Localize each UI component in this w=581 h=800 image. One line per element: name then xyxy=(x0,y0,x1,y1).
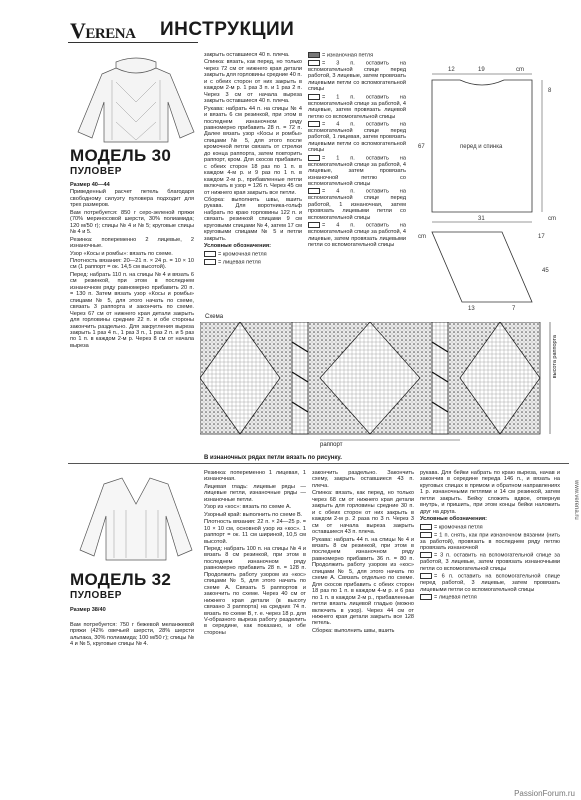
header-rule xyxy=(68,42,198,43)
m30-text: Приведенный расчет петель благодаря свободному силуэту пуловера подходит для трех размеров. xyxy=(70,189,194,209)
model-30-col3 xyxy=(308,52,406,250)
cable-icon xyxy=(308,155,320,161)
cable-icon xyxy=(308,121,320,127)
m30-text: Перед: набрать 110 п. на спицы № 4 и вязать 6 см резинкой, при этом в последнем изнаночном ряду равномерно прибавить 20 п. = 130 п. Затем вязать узор «Косы и ромбы» спицами № 5, для этого начать по схеме, связать 3 раппорта и закончить по схеме. Через 67 см от нижнего края детали закрыть для горловины средние 22 п. и обе стороны закончить раздельно. Для закругления выреза закрыть 1 раз 4 п., 1 раз 3 п., 1 раз 2 п. и 5 раз по 1 п. в каждом 2-м р. Через 8 см от начала выреза xyxy=(70,271,194,349)
m32-text: Узорный край: выполнить по схеме В. xyxy=(204,511,303,518)
m32-legend: = лицевая петля xyxy=(420,594,560,601)
knit-stitch-icon xyxy=(204,259,216,265)
m30-text: Узор «Косы и ромбы»: вязать по схеме. xyxy=(70,250,173,257)
cable-icon xyxy=(308,94,320,100)
m30-text: закрыть оставшиеся 40 п. плеча. xyxy=(204,52,290,58)
schematic-label: 31 xyxy=(478,216,485,222)
model-32-col1 xyxy=(70,622,194,649)
m32-text: Лицевая гладь: лицевые ряды — лицевые петли, изнаночные ряды — изнаночные петли. xyxy=(204,483,306,503)
schematic-label: 12 xyxy=(448,67,455,73)
m32-legend: = 3 п. оставить на вспомогательной спице за работой, 3 лицевые, затем провязать изнаночными петли со вспомогательной спицы xyxy=(420,552,560,572)
m30-text: Вам потребуется: 850 г серо-зеленой пряжи (70% мериносовой шерсти, 30% полиамида; 120 м/50 г); спицы № 4 и № 5; круговые спицы № 4 и 5. xyxy=(70,209,194,236)
m32-legend: = 6 п. оставить на вспомогательной спице перед работой, 3 лицевые, затем провязать лицевыми петли со вспомогательной спицы xyxy=(420,573,560,593)
m32-text: Сборка: выполнить швы, вшить xyxy=(312,627,395,634)
m30-text: Рукава: набрать 44 п. на спицы № 4 и вязать 6 см резинкой, при этом в последнем изнаночном ряду равномерно прибавить 28 п. = 72 п. Далее вязать узор «Косы и ромбы» спицами № 5, для этого после кромочной петли связать от стрелки до конца раппорта, затем повторить раппорт, кром. Для скосов прибавить с обеих сторон 18 раз по 1 п. в каждом 4-м р. и 9 раз по 1 п. в каждом 2-м р., прибавленные петли включать в узор = 126 п. Через 45 см от нижнего края закрыть все петли. xyxy=(204,105,302,196)
model-30-col2 xyxy=(204,52,302,266)
rapport-label: раппорт xyxy=(320,442,343,448)
m30-size: Размер 40—44 xyxy=(70,182,110,188)
m30-text: Спинка: вязать, как перед, но только через 72 см от нижнего края детали закрыть для горловины средние 40 п. и с обеих сторон от них закрыть в каждом 2-м р. 1 раз 3 п. и 1 раз 2 п. Через 3 см от начала выреза закрыть оставшиеся 40 п. плеча. xyxy=(204,59,302,105)
page-title: ИНСТРУКЦИИ xyxy=(160,19,295,40)
m30-legend: = 3 п. оставить на вспомогательной спице перед работой, 3 лицевые, затем провязать лицевыми петли со вспомогательной спицы xyxy=(308,60,406,93)
edge-stitch-icon xyxy=(204,251,216,257)
schematic-label: 45 xyxy=(542,268,549,274)
model-32-col3 xyxy=(312,470,414,635)
schematic-label: cm xyxy=(418,234,426,240)
sweater-30-illustration xyxy=(72,52,200,144)
m30-legend: = изнаночная петля xyxy=(308,52,406,59)
model-30-col1 xyxy=(70,182,194,350)
cable-icon xyxy=(420,573,432,579)
schematic-label: перед и спинка xyxy=(460,144,503,150)
m32-legend: = 1 п. снять, как при изнаночном вязании (нить за работой), провязать в последнем ряду петлю провязать изнаночной xyxy=(420,532,560,551)
edge-stitch-icon xyxy=(420,524,432,530)
m30-legend: = 4 п. оставить на вспомогательной спице перед работой, 1 лицевая, затем провязать лицевыми петли со вспомогательной спицы xyxy=(308,121,406,154)
schematic-label: cm xyxy=(516,67,524,73)
model-32-col4 xyxy=(420,470,560,602)
knitting-chart xyxy=(200,322,564,450)
m32-text: Перед: набрать 100 п. на спицы № 4 и вязать 8 см резинкой, при этом в последнем изнаночном ряду равномерно прибавить 28 п. = 128 п. Продолжить работу узором из «кос» спицами № 5, для этого начать по схеме А. Связать 5 раппортов и закончить по схеме. Через 40 см от нижнего края детали (в высоту связано 3 раппорта) на средних 74 п. вязать по схеме В, т. е. через 18 р. для V-образного выреза работу разделить в середине, как показано, и обе стороны xyxy=(204,545,306,636)
schematic-label: 19 xyxy=(478,67,485,73)
sweater-32-illustration xyxy=(74,470,198,562)
schematic-label: 17 xyxy=(538,234,545,240)
cable-icon xyxy=(420,552,432,558)
model-30-title: МОДЕЛЬ 30 xyxy=(70,146,172,165)
rapport-height-label: высота раппорта xyxy=(552,335,558,379)
chart-footnote: В изнаночных рядах петли вязать по рисунку. xyxy=(204,455,342,461)
m32-text: Рукава: набрать 44 п. на спицы № 4 и вязать 8 см резинкой, при этом в последнем изнаночном ряду равномерно прибавить 36 п. = 80 п. Продолжить работу узором из «кос» спицами № 5, для этого начать по схеме А. Связать отдельно по схеме. Для скосов прибавить с обеих сторон 18 раз по 1 п. в каждом 4-м р. и 6 раз по 1 п. в каждом 2-м р., прибавленные петли вязать лицевой гладью (можно включить в узор). Через 44 см от нижнего края детали закрыть все 128 петель. xyxy=(312,536,414,627)
sizing-schematic xyxy=(412,62,570,310)
m32-text: закончить раздельно. Закончить схему, закрыть оставшиеся 43 п. плеча. xyxy=(312,470,414,489)
m32-legend-title: Условные обозначения: xyxy=(420,516,488,523)
m30-legend: = кромочная петля xyxy=(204,251,302,258)
knit-stitch-icon xyxy=(420,594,432,600)
m30-legend: = 1 п. оставить на вспомогательной спице за работой, 4 лицевые, затем провязать лицевой петлю со вспомогательной спицы xyxy=(308,94,406,120)
purl-stitch-icon xyxy=(308,52,320,58)
side-mark: www.verena.ru xyxy=(573,480,579,520)
model-32-type: ПУЛОВЕР xyxy=(70,590,122,601)
schematic-label: 7 xyxy=(512,306,516,310)
brand-logo: VERENA xyxy=(70,18,136,43)
m32-text: Резинка: попеременно 1 лицевая, 1 изнаночная. xyxy=(204,470,306,483)
model-32-size: Размер 38/40 xyxy=(70,607,106,613)
m30-text: Сборка: выполнить швы, вшить рукава. Для воротника-гольф набрать по краю горловины 122 п. и связать резинкой спицами 9 см круговыми спицами № 4, затем 17 см круговыми спицами № 5 и петли закрыть. xyxy=(204,196,302,242)
cable-icon xyxy=(308,60,320,66)
model-32-title: МОДЕЛЬ 32 xyxy=(70,570,172,589)
model-30-type: ПУЛОВЕР xyxy=(70,166,122,177)
m32-text: рукава. Для бейки набрать по краю выреза, начав и закончив в середине переда 146 п., и вязать на круговых спицах в прямом и обратном направлениях 1 р. изнаночными петлями и 14 см резинкой, затем петли закрыть. Бейку сложить вдвое, отвернув внутрь, и пришить, при этом концы бейки наложить друг на друга. xyxy=(420,470,560,515)
m32-text: Плотность вязания: 22 п. × 24—25 р. = 10 × 10 см, основной узор из «кос». 1 раппорт = ок. 11 см шириной, 10,5 см высотой. xyxy=(204,519,306,545)
m30-legend: = 1 п. оставить на вспомогательной спице за работой, 4 лицевые, затем провязать изнаночной петлю со вспомогательной спицы xyxy=(308,155,406,188)
watermark: PassionForum.ru xyxy=(514,789,575,798)
schematic-label: cm xyxy=(548,216,556,222)
m32-text: Вам потребуется: 750 г бежевой меланжевой пряжи (42% овечьей шерсти, 28% шерсти альпака, 30% полиамида; 100 м/50 г); спицы № 4 и № 5, круговые спицы № 4. xyxy=(70,622,194,648)
cable-icon xyxy=(308,222,320,228)
m30-legend: = лицевая петля xyxy=(204,259,302,266)
m30-text: Плотность вязания: 20—21 п. × 24 р. = 10 × 10 см (1 раппорт = ок. 14,5 см высотой). xyxy=(70,257,194,271)
model-32-col2 xyxy=(204,470,306,637)
m32-text: Узор из «кос»: вязать по схеме А. xyxy=(204,504,292,511)
m30-legend: = 4 п. оставить на вспомогательной спице перед работой, 1 изнаночная, затем провязать лицевыми петли со вспомогательной спицы xyxy=(308,188,406,221)
m30-legend: = 4 п. оставить на вспомогательной спице за работой, 4 лицевые, затем провязать лицевыми петли со вспомогательной спицы xyxy=(308,222,406,249)
schematic-label: 13 xyxy=(468,306,475,310)
cable-icon xyxy=(308,188,320,194)
m32-legend: = кромочная петля xyxy=(420,524,560,531)
m30-legend-title: Условные обозначения: xyxy=(204,243,272,250)
schematic-label: 8 xyxy=(548,88,552,94)
schematic-label: 67 xyxy=(418,144,425,150)
m32-text: Спинка: вязать, как перед, но только через 68 см от нижнего края детали закрыть для горловины средние 30 п. и с обеих сторон от них закрыть в каждом 2-м р. 2 раза по 3 п. Через 3 см от начала выреза закрыть оставшиеся 43 п. плеча. xyxy=(312,490,414,536)
slip-stitch-icon xyxy=(420,532,432,538)
section-divider xyxy=(68,463,569,464)
schema-label: Схема xyxy=(205,314,224,320)
m30-text: Резинка: попеременно 2 лицевые, 2 изнаночные. xyxy=(70,236,194,250)
